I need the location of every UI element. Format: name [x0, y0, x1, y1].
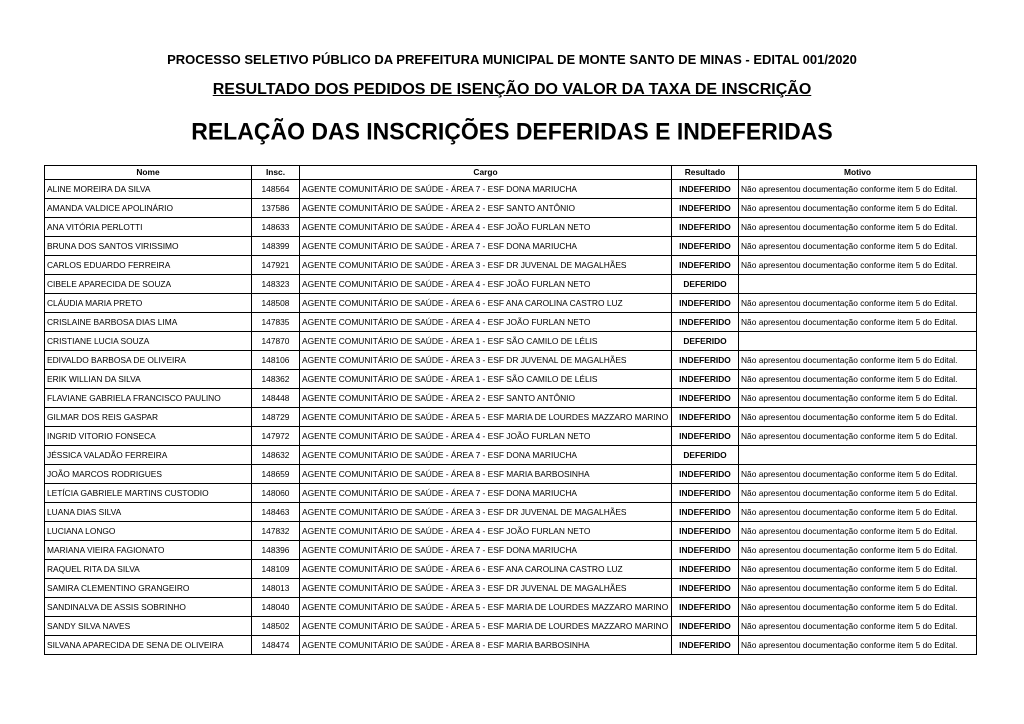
cell-cargo: AGENTE COMUNITÁRIO DE SAÚDE - ÁREA 3 - ESF DR JUVENAL DE MAGALHÃES [300, 579, 672, 598]
cell-motivo: Não apresentou documentação conforme item 5 do Edital. [739, 503, 977, 522]
cell-cargo: AGENTE COMUNITÁRIO DE SAÚDE - ÁREA 6 - ESF ANA CAROLINA CASTRO LUZ [300, 294, 672, 313]
cell-nome: AMANDA VALDICE APOLINÁRIO [45, 199, 252, 218]
table-row [45, 370, 977, 389]
cell-motivo: Não apresentou documentação conforme item 5 do Edital. [739, 541, 977, 560]
cell-motivo: Não apresentou documentação conforme item 5 do Edital. [739, 579, 977, 598]
cell-resultado: DEFERIDO [672, 332, 739, 351]
cell-cargo: AGENTE COMUNITÁRIO DE SAÚDE - ÁREA 1 - ESF SÃO CAMILO DE LÉLIS [300, 332, 672, 351]
cell-resultado: INDEFERIDO [672, 427, 739, 446]
cell-insc: 148109 [252, 560, 300, 579]
table-row [45, 313, 977, 332]
cell-motivo: Não apresentou documentação conforme item 5 do Edital. [739, 313, 977, 332]
cell-cargo: AGENTE COMUNITÁRIO DE SAÚDE - ÁREA 5 - ESF MARIA DE LOURDES MAZZARO MARINO [300, 408, 672, 427]
cell-nome: FLAVIANE GABRIELA FRANCISCO PAULINO [45, 389, 252, 408]
table-row [45, 484, 977, 503]
cell-resultado: INDEFERIDO [672, 237, 739, 256]
table-row [45, 579, 977, 598]
cell-cargo: AGENTE COMUNITÁRIO DE SAÚDE - ÁREA 7 - ESF DONA MARIUCHA [300, 484, 672, 503]
cell-nome: RAQUEL RITA DA SILVA [45, 560, 252, 579]
cell-cargo: AGENTE COMUNITÁRIO DE SAÚDE - ÁREA 7 - ESF DONA MARIUCHA [300, 446, 672, 465]
cell-nome: JÉSSICA VALADÃO FERREIRA [45, 446, 252, 465]
table-row [45, 237, 977, 256]
cell-nome: CLÁUDIA MARIA PRETO [45, 294, 252, 313]
table-row [45, 446, 977, 465]
cell-nome: SANDINALVA DE ASSIS SOBRINHO [45, 598, 252, 617]
cell-nome: LUANA DIAS SILVA [45, 503, 252, 522]
table-row [45, 294, 977, 313]
cell-resultado: INDEFERIDO [672, 370, 739, 389]
cell-cargo: AGENTE COMUNITÁRIO DE SAÚDE - ÁREA 3 - ESF DR JUVENAL DE MAGALHÃES [300, 503, 672, 522]
table-row [45, 256, 977, 275]
cell-nome: JOÃO MARCOS RODRIGUES [45, 465, 252, 484]
cell-cargo: AGENTE COMUNITÁRIO DE SAÚDE - ÁREA 8 - ESF MARIA BARBOSINHA [300, 636, 672, 655]
cell-motivo: Não apresentou documentação conforme item 5 do Edital. [739, 522, 977, 541]
table-row [45, 351, 977, 370]
cell-cargo: AGENTE COMUNITÁRIO DE SAÚDE - ÁREA 7 - ESF DONA MARIUCHA [300, 541, 672, 560]
cell-insc: 148502 [252, 617, 300, 636]
table-row [45, 180, 977, 199]
table-row [45, 465, 977, 484]
cell-motivo [739, 446, 977, 465]
table-row [45, 218, 977, 237]
cell-cargo: AGENTE COMUNITÁRIO DE SAÚDE - ÁREA 3 - ESF DR JUVENAL DE MAGALHÃES [300, 256, 672, 275]
cell-motivo: Não apresentou documentação conforme item 5 do Edital. [739, 484, 977, 503]
cell-insc: 148632 [252, 446, 300, 465]
cell-nome: GILMAR DOS REIS GASPAR [45, 408, 252, 427]
cell-cargo: AGENTE COMUNITÁRIO DE SAÚDE - ÁREA 4 - ESF JOÃO FURLAN NETO [300, 218, 672, 237]
cell-nome: MARIANA VIEIRA FAGIONATO [45, 541, 252, 560]
table-row [45, 541, 977, 560]
column-header-cargo: Cargo [300, 166, 672, 180]
cell-nome: BRUNA DOS SANTOS VIRISSIMO [45, 237, 252, 256]
cell-motivo: Não apresentou documentação conforme item 5 do Edital. [739, 408, 977, 427]
cell-resultado: INDEFERIDO [672, 465, 739, 484]
cell-insc: 148463 [252, 503, 300, 522]
cell-insc: 148729 [252, 408, 300, 427]
cell-nome: CRISTIANE LUCIA SOUZA [45, 332, 252, 351]
results-table [44, 165, 977, 655]
table-row [45, 598, 977, 617]
cell-insc: 148474 [252, 636, 300, 655]
cell-resultado: INDEFERIDO [672, 541, 739, 560]
cell-insc: 148013 [252, 579, 300, 598]
cell-insc: 147832 [252, 522, 300, 541]
cell-cargo: AGENTE COMUNITÁRIO DE SAÚDE - ÁREA 5 - ESF MARIA DE LOURDES MAZZARO MARINO [300, 598, 672, 617]
table-row [45, 560, 977, 579]
cell-cargo: AGENTE COMUNITÁRIO DE SAÚDE - ÁREA 1 - ESF SÃO CAMILO DE LÉLIS [300, 370, 672, 389]
cell-cargo: AGENTE COMUNITÁRIO DE SAÚDE - ÁREA 4 - ESF JOÃO FURLAN NETO [300, 427, 672, 446]
cell-insc: 148508 [252, 294, 300, 313]
cell-resultado: INDEFERIDO [672, 218, 739, 237]
table-row [45, 332, 977, 351]
cell-motivo: Não apresentou documentação conforme item 5 do Edital. [739, 560, 977, 579]
table-row [45, 636, 977, 655]
table-row [45, 617, 977, 636]
cell-insc: 148448 [252, 389, 300, 408]
cell-resultado: INDEFERIDO [672, 294, 739, 313]
cell-resultado: INDEFERIDO [672, 617, 739, 636]
cell-motivo: Não apresentou documentação conforme item 5 do Edital. [739, 199, 977, 218]
document-heading: RELAÇÃO DAS INSCRIÇÕES DEFERIDAS E INDEFERIDAS [191, 117, 833, 145]
cell-motivo: Não apresentou documentação conforme item 5 do Edital. [739, 465, 977, 484]
table-row [45, 389, 977, 408]
cell-motivo: Não apresentou documentação conforme item 5 do Edital. [739, 351, 977, 370]
cell-resultado: INDEFERIDO [672, 503, 739, 522]
cell-nome: EDIVALDO BARBOSA DE OLIVEIRA [45, 351, 252, 370]
cell-motivo: Não apresentou documentação conforme item 5 do Edital. [739, 294, 977, 313]
cell-insc: 148399 [252, 237, 300, 256]
cell-nome: SAMIRA CLEMENTINO GRANGEIRO [45, 579, 252, 598]
column-header-insc: Insc. [252, 166, 300, 180]
cell-resultado: INDEFERIDO [672, 598, 739, 617]
table-row [45, 408, 977, 427]
column-header-motivo: Motivo [739, 166, 977, 180]
cell-motivo: Não apresentou documentação conforme item 5 do Edital. [739, 256, 977, 275]
cell-motivo: Não apresentou documentação conforme item 5 do Edital. [739, 237, 977, 256]
cell-motivo: Não apresentou documentação conforme item 5 do Edital. [739, 598, 977, 617]
cell-resultado: DEFERIDO [672, 275, 739, 294]
cell-insc: 148659 [252, 465, 300, 484]
cell-nome: INGRID VITORIO FONSECA [45, 427, 252, 446]
cell-motivo: Não apresentou documentação conforme item 5 do Edital. [739, 427, 977, 446]
cell-insc: 148564 [252, 180, 300, 199]
cell-resultado: INDEFERIDO [672, 389, 739, 408]
cell-nome: LETÍCIA GABRIELE MARTINS CUSTODIO [45, 484, 252, 503]
cell-nome: CARLOS EDUARDO FERREIRA [45, 256, 252, 275]
table-row [45, 503, 977, 522]
cell-insc: 148106 [252, 351, 300, 370]
table-row [45, 275, 977, 294]
cell-insc: 147972 [252, 427, 300, 446]
cell-insc: 147921 [252, 256, 300, 275]
cell-insc: 148060 [252, 484, 300, 503]
cell-cargo: AGENTE COMUNITÁRIO DE SAÚDE - ÁREA 4 - ESF JOÃO FURLAN NETO [300, 313, 672, 332]
cell-cargo: AGENTE COMUNITÁRIO DE SAÚDE - ÁREA 4 - ESF JOÃO FURLAN NETO [300, 275, 672, 294]
cell-insc: 137586 [252, 199, 300, 218]
cell-cargo: AGENTE COMUNITÁRIO DE SAÚDE - ÁREA 4 - ESF JOÃO FURLAN NETO [300, 522, 672, 541]
cell-insc: 148633 [252, 218, 300, 237]
cell-resultado: INDEFERIDO [672, 256, 739, 275]
cell-nome: ANA VITÓRIA PERLOTTI [45, 218, 252, 237]
cell-cargo: AGENTE COMUNITÁRIO DE SAÚDE - ÁREA 8 - ESF MARIA BARBOSINHA [300, 465, 672, 484]
table-header-row [45, 166, 977, 180]
cell-motivo: Não apresentou documentação conforme item 5 do Edital. [739, 389, 977, 408]
cell-motivo [739, 275, 977, 294]
cell-resultado: INDEFERIDO [672, 484, 739, 503]
table-row [45, 427, 977, 446]
cell-insc: 147835 [252, 313, 300, 332]
document-subtitle: RESULTADO DOS PEDIDOS DE ISENÇÃO DO VALOR DA TAXA DE INSCRIÇÃO [212, 81, 812, 98]
cell-nome: CRISLAINE BARBOSA DIAS LIMA [45, 313, 252, 332]
cell-insc: 148040 [252, 598, 300, 617]
cell-nome: ERIK WILLIAN DA SILVA [45, 370, 252, 389]
cell-cargo: AGENTE COMUNITÁRIO DE SAÚDE - ÁREA 7 - ESF DONA MARIUCHA [300, 237, 672, 256]
cell-cargo: AGENTE COMUNITÁRIO DE SAÚDE - ÁREA 7 - ESF DONA MARIUCHA [300, 180, 672, 199]
cell-cargo: AGENTE COMUNITÁRIO DE SAÚDE - ÁREA 3 - ESF DR JUVENAL DE MAGALHÃES [300, 351, 672, 370]
cell-cargo: AGENTE COMUNITÁRIO DE SAÚDE - ÁREA 2 - ESF SANTO ANTÔNIO [300, 199, 672, 218]
cell-cargo: AGENTE COMUNITÁRIO DE SAÚDE - ÁREA 6 - ESF ANA CAROLINA CASTRO LUZ [300, 560, 672, 579]
cell-resultado: INDEFERIDO [672, 522, 739, 541]
cell-nome: CIBELE APARECIDA DE SOUZA [45, 275, 252, 294]
table-row [45, 522, 977, 541]
column-header-nome: Nome [45, 166, 252, 180]
cell-cargo: AGENTE COMUNITÁRIO DE SAÚDE - ÁREA 2 - ESF SANTO ANTÔNIO [300, 389, 672, 408]
cell-resultado: DEFERIDO [672, 446, 739, 465]
cell-motivo: Não apresentou documentação conforme item 5 do Edital. [739, 180, 977, 199]
cell-resultado: INDEFERIDO [672, 313, 739, 332]
cell-nome: SANDY SILVA NAVES [45, 617, 252, 636]
cell-resultado: INDEFERIDO [672, 579, 739, 598]
cell-resultado: INDEFERIDO [672, 351, 739, 370]
cell-resultado: INDEFERIDO [672, 560, 739, 579]
table-row [45, 199, 977, 218]
cell-motivo: Não apresentou documentação conforme item 5 do Edital. [739, 370, 977, 389]
cell-nome: SILVANA APARECIDA DE SENA DE OLIVEIRA [45, 636, 252, 655]
cell-insc: 148396 [252, 541, 300, 560]
cell-motivo: Não apresentou documentação conforme item 5 do Edital. [739, 617, 977, 636]
cell-motivo: Não apresentou documentação conforme item 5 do Edital. [739, 636, 977, 655]
cell-resultado: INDEFERIDO [672, 199, 739, 218]
cell-insc: 148323 [252, 275, 300, 294]
table-body [45, 180, 977, 655]
column-header-resultado: Resultado [672, 166, 739, 180]
cell-cargo: AGENTE COMUNITÁRIO DE SAÚDE - ÁREA 5 - ESF MARIA DE LOURDES MAZZARO MARINO [300, 617, 672, 636]
cell-insc: 147870 [252, 332, 300, 351]
cell-resultado: INDEFERIDO [672, 408, 739, 427]
cell-insc: 148362 [252, 370, 300, 389]
document-title: PROCESSO SELETIVO PÚBLICO DA PREFEITURA MUNICIPAL DE MONTE SANTO DE MINAS - EDITAL 001/2020 [167, 52, 857, 67]
cell-nome: LUCIANA LONGO [45, 522, 252, 541]
cell-resultado: INDEFERIDO [672, 636, 739, 655]
cell-motivo: Não apresentou documentação conforme item 5 do Edital. [739, 218, 977, 237]
cell-resultado: INDEFERIDO [672, 180, 739, 199]
cell-nome: ALINE MOREIRA DA SILVA [45, 180, 252, 199]
cell-motivo [739, 332, 977, 351]
